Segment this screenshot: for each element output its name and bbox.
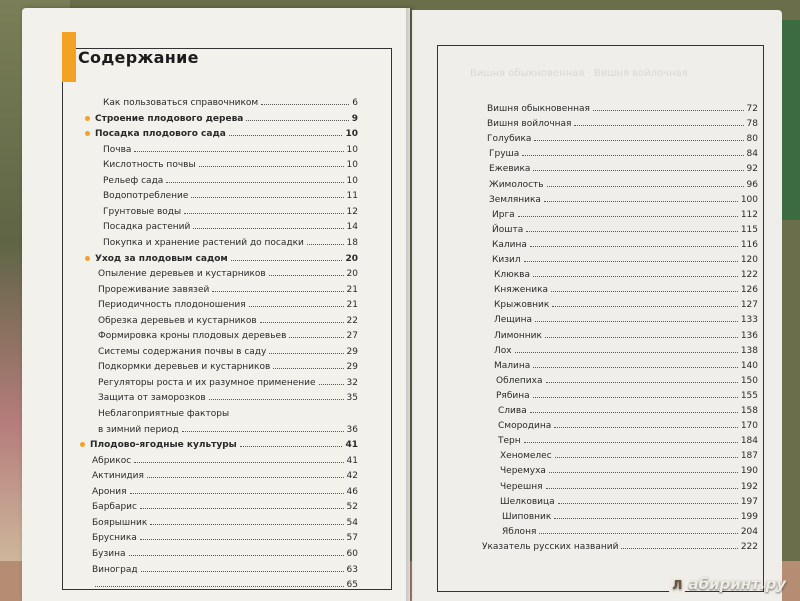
- toc-entry: [494, 300, 758, 310]
- toc-entry-page: 54: [346, 517, 358, 528]
- toc-entry-title: Хеномелес: [500, 451, 552, 462]
- toc-entry-title: Системы содержания почвы в саду: [98, 346, 267, 357]
- toc-entry-page: 199: [740, 511, 758, 522]
- toc-entry-title: Ирга: [492, 209, 515, 220]
- toc-entry-title: Черемуха: [500, 466, 546, 477]
- toc-entry-page: 20: [345, 253, 358, 264]
- toc-entry: [492, 255, 758, 265]
- toc-entry-page: 22: [346, 315, 358, 326]
- toc-entry-title: в зимний период: [98, 424, 179, 435]
- toc-entry: [496, 376, 758, 386]
- toc-entry-page: 78: [746, 119, 758, 130]
- dot-leader: [140, 539, 344, 540]
- toc-entry: [98, 347, 358, 357]
- toc-entry-page: 222: [740, 541, 758, 552]
- toc-entry-title: Лох: [494, 345, 512, 356]
- toc-entry-title: Жимолость: [489, 179, 544, 190]
- toc-entry-title: Неблагоприятные факторы: [98, 409, 230, 419]
- toc-entry: [92, 471, 358, 481]
- toc-entry-title: Актинидия: [92, 471, 144, 482]
- toc-entry: [103, 207, 358, 217]
- toc-entry-page: 150: [740, 375, 758, 386]
- toc-entry-title: Указатель русских названий: [482, 541, 619, 552]
- toc-entry-page: 204: [740, 526, 758, 537]
- toc-entry-title: Слива: [498, 406, 527, 416]
- toc-entry: [103, 191, 358, 201]
- toc-entry: [500, 497, 758, 507]
- toc-entry-title: Груша: [489, 149, 520, 160]
- toc-entry-title: Смородина: [498, 421, 552, 432]
- toc-entry-title: Брусника: [92, 533, 137, 544]
- toc-entry-title: Периодичность плодоношения: [98, 300, 246, 311]
- dot-leader: [522, 155, 743, 156]
- toc-entry-page: 10: [345, 129, 358, 140]
- dot-leader: [199, 166, 344, 167]
- toc-entry: [489, 180, 758, 190]
- toc-entry-page: 21: [346, 284, 358, 295]
- toc-entry-title: Опыление деревьев и кустарников: [98, 269, 266, 280]
- toc-entry-page: 21: [346, 300, 358, 311]
- dot-leader: [261, 104, 349, 105]
- dot-leader: [549, 472, 738, 473]
- dot-leader: [574, 125, 743, 126]
- dot-leader: [555, 457, 738, 458]
- dot-leader: [530, 246, 738, 247]
- toc-entry-title: Шелковица: [500, 496, 555, 507]
- toc-entry: [498, 406, 758, 416]
- toc-entry-page: 170: [740, 421, 758, 432]
- toc-entry-title: Рябина: [496, 390, 530, 401]
- toc-entry: [95, 114, 358, 124]
- dot-leader: [212, 291, 343, 292]
- toc-entry-page: 138: [740, 345, 758, 356]
- toc-entry-title: Посадка плодового сада: [95, 129, 226, 140]
- toc-entry-title: Йошта: [492, 224, 524, 235]
- toc-entry-page: 190: [740, 466, 758, 477]
- toc-entry-page: 120: [740, 255, 758, 265]
- dot-leader: [515, 352, 738, 353]
- dot-leader: [269, 275, 344, 276]
- toc-entry: [103, 98, 358, 108]
- toc-entry: [494, 361, 758, 371]
- dot-leader: [533, 397, 738, 398]
- dot-leader: [130, 493, 344, 494]
- toc-entry-page: 122: [740, 270, 758, 281]
- toc-entry-title: Формировка кроны плодовых деревьев: [98, 331, 287, 342]
- page-title: Содержание: [78, 48, 199, 67]
- toc-entry-page: 187: [740, 451, 758, 462]
- dot-leader: [140, 508, 344, 509]
- section-bullet-icon: [85, 256, 90, 261]
- dot-leader: [129, 555, 344, 556]
- toc-entry-title: Защита от заморозков: [98, 393, 206, 404]
- toc-entry-page: 46: [346, 486, 358, 497]
- watermark-text: абиринт.ру: [688, 575, 786, 593]
- toc-entry-title: Ежевика: [489, 164, 531, 175]
- dot-leader: [209, 399, 344, 400]
- toc-entry-page: 192: [740, 481, 758, 492]
- toc-entry-title: Яблоня: [502, 526, 537, 537]
- toc-entry-title: Плодово-ягодные культуры: [90, 440, 237, 451]
- toc-entry-page: 20: [346, 269, 358, 280]
- toc-entry-page: 80: [746, 134, 758, 145]
- toc-entry: [95, 254, 358, 264]
- dot-leader: [229, 135, 343, 136]
- toc-entry-page: 6: [352, 98, 358, 108]
- toc-entry-page: 14: [346, 222, 358, 233]
- toc-entry: [500, 466, 758, 476]
- toc-entry-title: Боярышник: [92, 517, 148, 528]
- toc-entry-page: 10: [346, 175, 358, 186]
- toc-entry: [489, 164, 758, 174]
- toc-entry: [90, 440, 358, 450]
- dot-leader: [518, 216, 738, 217]
- toc-entry: [494, 285, 758, 295]
- book-gutter: [406, 8, 414, 601]
- toc-entry-title: Кизил: [492, 255, 521, 265]
- toc-entry-title: Крыжовник: [494, 300, 550, 311]
- toc-entry: [92, 518, 358, 528]
- toc-entry-page: 18: [346, 237, 358, 248]
- toc-entry-title: Строение плодового дерева: [95, 113, 244, 124]
- toc-entry: [92, 565, 358, 575]
- toc-entry: [92, 502, 358, 512]
- toc-entry-title: Почва: [103, 144, 132, 155]
- dot-leader: [240, 446, 343, 447]
- toc-entry-title: Вишня обыкновенная: [487, 104, 590, 114]
- dot-leader: [141, 571, 344, 572]
- toc-entry: [498, 421, 758, 431]
- dot-leader: [289, 337, 343, 338]
- toc-entry: [92, 487, 358, 497]
- toc-entry-page: 52: [346, 502, 358, 513]
- toc-entry: [502, 512, 758, 522]
- toc-entry-page: 84: [746, 149, 758, 160]
- dot-leader: [524, 261, 738, 262]
- toc-entry-page: 140: [740, 360, 758, 371]
- toc-entry-title: Регуляторы роста и их разумное применение: [98, 377, 316, 388]
- toc-entry-title: Бузина: [92, 548, 126, 559]
- dot-leader: [530, 412, 738, 413]
- toc-entry: [500, 482, 758, 492]
- dot-leader: [534, 140, 743, 141]
- toc-entry-page: 158: [740, 406, 758, 416]
- dot-leader: [546, 488, 738, 489]
- toc-entry-title: Черешня: [500, 481, 543, 492]
- toc-entry-page: 42: [346, 471, 358, 482]
- dot-leader: [150, 524, 343, 525]
- dot-leader: [246, 120, 348, 121]
- toc-entry-page: 27: [346, 331, 358, 342]
- toc-entry-title: Подкормки деревьев и кустарников: [98, 362, 271, 373]
- toc-entry-page: 29: [346, 362, 358, 373]
- dot-leader: [249, 306, 344, 307]
- toc-entry: [494, 331, 758, 341]
- toc-entry-title: Абрикос: [92, 455, 132, 466]
- dot-leader: [273, 368, 343, 369]
- toc-entry-title: Княженика: [494, 285, 549, 296]
- toc-entry: [492, 240, 758, 250]
- toc-entry: [103, 238, 358, 248]
- toc-entry: [92, 580, 358, 590]
- dot-leader: [526, 231, 738, 232]
- dot-leader: [533, 170, 743, 171]
- dot-leader: [533, 367, 738, 368]
- toc-entry-title: Лещина: [494, 315, 533, 326]
- dot-leader: [545, 337, 738, 338]
- dot-leader: [269, 353, 343, 354]
- toc-entry-page: 60: [346, 548, 358, 559]
- toc-entry-page: 11: [346, 191, 358, 202]
- toc-entry-page: 65: [346, 580, 358, 591]
- toc-entry: [92, 533, 358, 543]
- toc-entry: [500, 451, 758, 461]
- toc-entry-title: Барбарис: [92, 502, 137, 513]
- toc-entry-page: 32: [346, 377, 358, 388]
- dot-leader: [231, 260, 343, 261]
- toc-entry: [494, 346, 758, 356]
- dot-leader: [554, 427, 738, 428]
- dot-leader: [191, 197, 343, 198]
- toc-entry: [494, 315, 758, 325]
- toc-entry: [98, 378, 358, 388]
- toc-entry-page: 10: [346, 160, 358, 171]
- toc-entry-page: 72: [746, 104, 758, 114]
- toc-entry: [98, 425, 358, 435]
- dot-leader: [134, 462, 343, 463]
- toc-entry: [92, 549, 358, 559]
- toc-entry-title: Водопотребление: [103, 191, 189, 202]
- section-bullet-icon: [85, 116, 90, 121]
- dot-leader: [552, 306, 738, 307]
- toc-entry-title: Грунтовые воды: [103, 206, 182, 217]
- dot-leader: [544, 201, 738, 202]
- toc-entry: [502, 527, 758, 537]
- toc-entry-page: 9: [351, 113, 358, 124]
- dot-leader: [260, 322, 344, 323]
- watermark: [669, 575, 786, 593]
- toc-entry: [103, 222, 358, 232]
- toc-entry: [487, 119, 758, 129]
- toc-entry-page: 63: [346, 564, 358, 575]
- toc-entry: [98, 362, 358, 372]
- dot-leader: [319, 384, 344, 385]
- toc-entry: [103, 176, 358, 186]
- dot-leader: [554, 518, 737, 519]
- dot-leader: [147, 477, 344, 478]
- toc-entry-page: 36: [346, 424, 358, 435]
- dot-leader: [593, 110, 744, 111]
- toc-entry-page: 35: [346, 393, 358, 404]
- toc-entry-page: 197: [740, 496, 758, 507]
- toc-entry-title: Кислотность почвы: [103, 160, 196, 171]
- toc-entry-title: Уход за плодовым садом: [95, 253, 228, 264]
- toc-entry-page: 92: [746, 164, 758, 175]
- toc-entry-page: 116: [740, 239, 758, 250]
- dot-leader: [547, 186, 744, 187]
- toc-entry-page: 41: [345, 440, 358, 451]
- toc-entry-page: 184: [740, 436, 758, 447]
- toc-entry: [98, 269, 358, 279]
- toc-entry: [98, 393, 358, 403]
- toc-entry: [98, 316, 358, 326]
- toc-entry: [487, 134, 758, 144]
- toc-entry-page: 112: [740, 209, 758, 220]
- toc-entry-page: 29: [346, 346, 358, 357]
- toc-entry-page: 126: [740, 285, 758, 296]
- toc-entry-title: Рельеф сада: [103, 175, 164, 186]
- toc-entry-title: Вишня войлочная: [487, 119, 572, 130]
- toc-entry-title: Прореживание завязей: [98, 284, 210, 295]
- toc-entry: [494, 270, 758, 280]
- toc-entry: [489, 195, 758, 205]
- toc-entry: [98, 300, 358, 310]
- toc-entry: [92, 456, 358, 466]
- toc-entry-page: 100: [740, 194, 758, 205]
- toc-entry-page: 57: [346, 533, 358, 544]
- toc-entry-title: Калина: [492, 239, 527, 250]
- dot-leader: [182, 431, 344, 432]
- toc-entry-page: 115: [740, 224, 758, 235]
- toc-entry: [487, 104, 758, 114]
- toc-entry: [103, 160, 358, 170]
- dot-leader: [546, 382, 738, 383]
- dot-leader: [193, 228, 343, 229]
- toc-entry: [98, 409, 358, 419]
- dot-leader: [533, 276, 738, 277]
- dot-leader: [184, 213, 343, 214]
- toc-entry: [98, 285, 358, 295]
- toc-entry-page: 155: [740, 390, 758, 401]
- toc-entry-page: 12: [346, 206, 358, 217]
- toc-entry: [492, 225, 758, 235]
- toc-entry: [496, 391, 758, 401]
- toc-entry-title: Посадка растений: [103, 222, 191, 233]
- toc-entry-page: 127: [740, 300, 758, 311]
- toc-entry-page: 136: [740, 330, 758, 341]
- dot-leader: [95, 586, 344, 587]
- toc-entry-title: Обрезка деревьев и кустарников: [98, 315, 257, 326]
- toc-entry-title: Облепиха: [496, 375, 543, 386]
- toc-entry-page: 96: [746, 179, 758, 190]
- watermark-logo: Л: [669, 577, 685, 593]
- toc-entry-title: Клюква: [494, 270, 530, 281]
- dot-leader: [621, 548, 737, 549]
- toc-entry-page: 41: [346, 455, 358, 466]
- dot-leader: [524, 442, 738, 443]
- toc-entry: [98, 331, 358, 341]
- dot-leader: [558, 503, 738, 504]
- toc-entry-title: Лимонник: [494, 330, 542, 341]
- dot-leader: [551, 291, 738, 292]
- dot-leader: [307, 244, 344, 245]
- toc-entry: [103, 145, 358, 155]
- orange-accent-bar: [62, 32, 76, 82]
- dot-leader: [166, 182, 343, 183]
- book-cover-edge: [782, 20, 800, 220]
- toc-entry-title: Терн: [498, 436, 521, 447]
- toc-entry: [498, 436, 758, 446]
- dot-leader: [134, 151, 343, 152]
- faint-bleedthrough-text: Вишня обыкновенная · Вишня войлочная: [470, 68, 688, 79]
- dot-leader: [535, 321, 738, 322]
- toc-entry: [492, 210, 758, 220]
- toc-entry-page: 10: [346, 144, 358, 155]
- toc-entry: [489, 149, 758, 159]
- toc-entry-title: Арония: [92, 486, 127, 497]
- toc-entry: [95, 129, 358, 139]
- toc-entry-title: Виноград: [92, 564, 138, 575]
- toc-entry-title: Как пользоваться справочником: [103, 98, 259, 108]
- toc-entry-title: Земляника: [489, 194, 541, 205]
- toc-entry-title: Покупка и хранение растений до посадки: [103, 237, 304, 248]
- toc-entry-title: Голубика: [487, 134, 532, 145]
- dot-leader: [539, 533, 737, 534]
- toc-entry-title: Шиповник: [502, 511, 552, 522]
- toc-entry: [482, 542, 758, 552]
- toc-entry-page: 133: [740, 315, 758, 326]
- toc-entry-title: Малина: [494, 360, 531, 371]
